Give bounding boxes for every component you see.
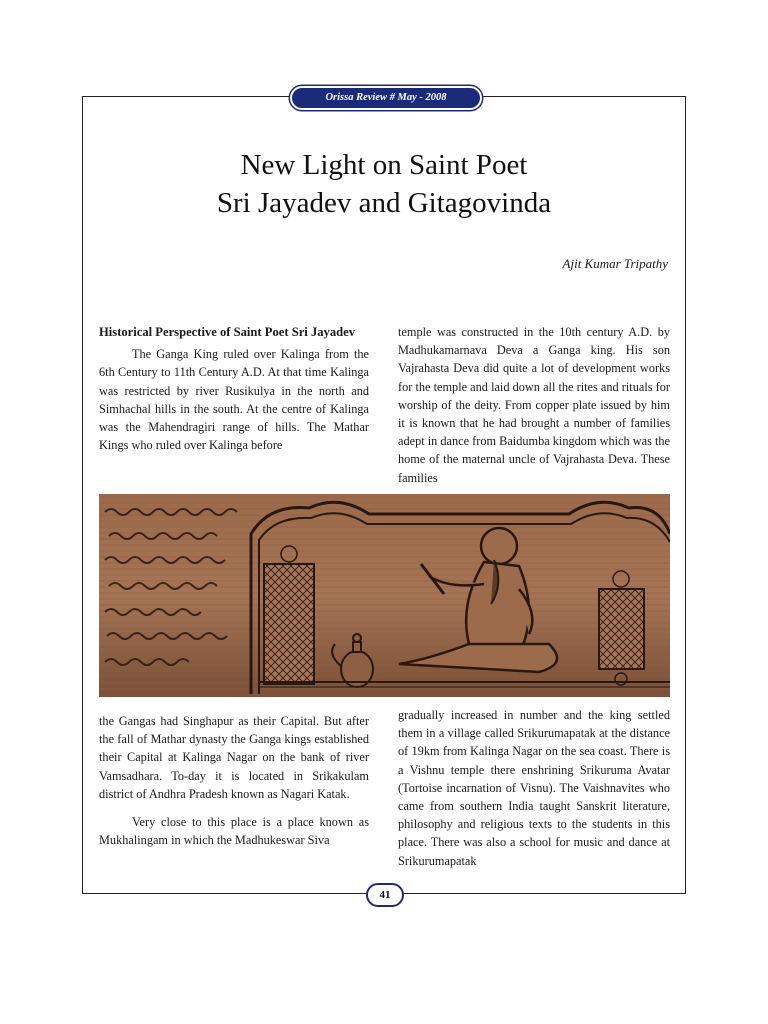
palm-leaf-manuscript-image: [99, 494, 670, 697]
paragraph: temple was constructed in the 10th century A.D. by Madhukamarnava Deva a Ganga king. His son Vajrahasta Deva did quite a lot of development works for the temple and laid down all the rites and rituals for worship of the deity. From copper plate issued by him it is known that he had brought a number of families adept in dance from Baidumba kingdom which was the home of the maternal uncle of Vajrahasta Deva. These families: [398, 325, 670, 485]
author-name: Ajit Kumar Tripathy: [562, 256, 668, 271]
title-line-2: Sri Jayadev and Gitagovinda: [216, 187, 552, 219]
paragraph: Very close to this place is a place known as Mukhalingam in which the Madhukeswar Siva: [99, 815, 369, 848]
section-heading: Historical Perspective of Saint Poet Sri Jayadev: [99, 325, 356, 339]
paragraph: gradually increased in number and the king settled them in a village called Srikurumapatak at the distance of 19km from Kalinga Nagar on the sea coast. There is a Vishnu temple there enshrining Srikuruma Avatar (Tortoise incarnation of Visnu). The Vaishnavites who came from southern India taught Sanskrit literature, philosophy and religious texts to the students in this place. There was also a school for music and dance at Srikurumapatak: [398, 708, 670, 868]
title-line-1: New Light on Saint Poet: [240, 149, 528, 181]
article-title: [100, 146, 668, 222]
left-column-bottom: [99, 712, 369, 849]
right-column-top: [398, 323, 670, 487]
right-column-bottom: [398, 706, 670, 870]
page-number: 41: [366, 883, 404, 907]
paragraph: The Ganga King ruled over Kalinga from the 6th Century to 11th Century A.D. At that time Kalinga was restricted by river Rusikulya in the north and Simhachal hills in the south. At the centre of Kalinga was the Mahendragiri range of hills. The Mathar Kings who ruled over Kalinga before: [99, 347, 369, 453]
left-column-top: [99, 323, 369, 454]
paragraph: the Gangas had Singhapur as their Capital. But after the fall of Mathar dynasty the Ganga kings established their Capital at Kalinga Nagar on the bank of river Vamsadhara. To-day it is located in Srikakulam district of Andhra Pradesh known as Nagari Katak.: [99, 714, 369, 801]
journal-header-badge: Orissa Review # May - 2008: [290, 86, 482, 110]
